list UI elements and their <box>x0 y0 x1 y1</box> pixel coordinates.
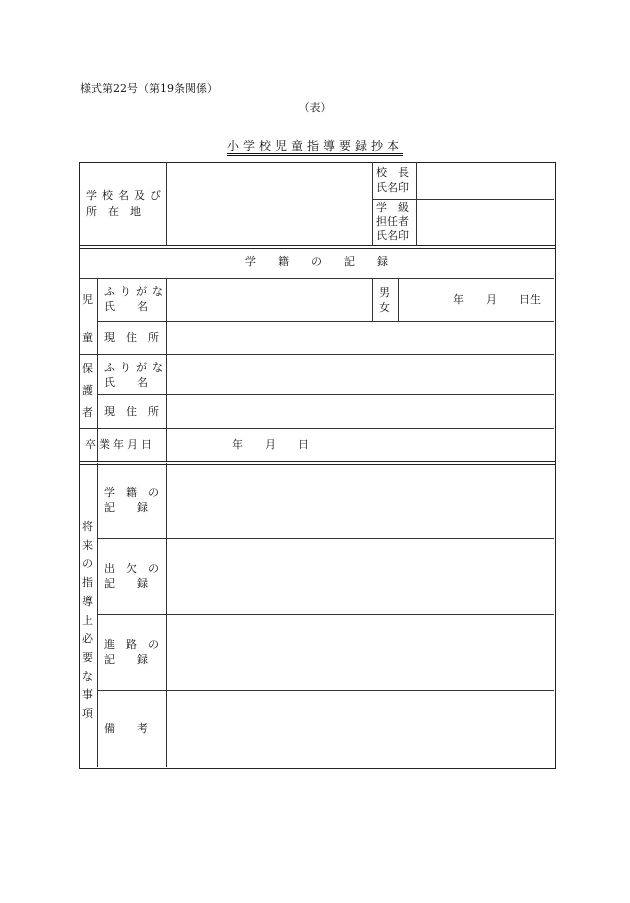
school-location-label: 所 在 地 <box>86 205 141 218</box>
graduation-date-value[interactable]: 年 月 日 <box>232 438 309 451</box>
career-record-field[interactable] <box>167 615 554 690</box>
guardian-furigana-label: ふりがな <box>104 361 168 374</box>
teacher-label-1: 学 級 <box>376 201 409 214</box>
future-section-label: 将来の指導上必要な事項 <box>82 520 93 721</box>
form-number: 様式第22号（第19条関係） <box>80 82 218 95</box>
sex-divider-right <box>398 278 399 321</box>
document-title-text: 小学校児童指導要録抄本 <box>226 139 403 153</box>
career-record-label-2: 記 録 <box>104 653 148 666</box>
teacher-label-2: 担任者 <box>376 215 409 228</box>
enrollment-section-title: 学 籍 の 記 録 <box>245 255 388 268</box>
school-name-label: 学校名及び <box>86 189 166 202</box>
child-address-label: 現 住 所 <box>104 331 159 344</box>
principal-seal-label: 氏名印 <box>376 181 409 194</box>
child-address-field[interactable] <box>167 322 554 354</box>
teacher-seal-field[interactable] <box>417 200 554 245</box>
guardian-label-1: 保 <box>82 362 93 375</box>
guardian-label-3: 者 <box>82 406 93 419</box>
child-label-1: 児 <box>82 293 93 306</box>
principal-seal-field[interactable] <box>417 163 554 199</box>
child-name-field[interactable] <box>167 279 371 321</box>
child-name-label: 氏 名 <box>104 300 148 313</box>
teacher-seal-label: 氏名印 <box>376 229 409 242</box>
enrollment-record-label-2: 記 録 <box>104 501 148 514</box>
school-name-field[interactable] <box>167 163 372 245</box>
future-label-divider <box>97 463 98 767</box>
school-name-divider <box>372 162 373 245</box>
guardian-label-2: 護 <box>82 384 93 397</box>
career-record-label-1: 進 路 の <box>104 638 159 651</box>
guardian-address-label: 現 住 所 <box>104 405 159 418</box>
enrollment-record-field[interactable] <box>167 464 554 538</box>
guardian-address-field[interactable] <box>167 395 554 428</box>
graduation-date-label: 卒業年月日 <box>85 438 155 451</box>
attendance-record-label-2: 記 録 <box>104 577 148 590</box>
section-divider-enrollment <box>79 245 556 249</box>
guardian-name-label: 氏 名 <box>104 376 148 389</box>
birth-date-label: 年 月 日生 <box>453 293 541 306</box>
principal-label: 校 長 <box>376 166 409 179</box>
side-label: （表） <box>298 101 332 114</box>
document-title <box>0 137 630 154</box>
attendance-record-field[interactable] <box>167 539 554 614</box>
sex-male-label: 男 <box>379 286 390 299</box>
guardian-name-field[interactable] <box>167 355 554 394</box>
sex-divider-left <box>372 278 373 321</box>
person-label-divider <box>97 278 98 462</box>
sex-female-label: 女 <box>379 301 390 314</box>
remarks-label: 備 考 <box>104 722 148 735</box>
child-furigana-label: ふりがな <box>104 285 168 298</box>
enrollment-record-label-1: 学 籍 の <box>104 486 159 499</box>
child-label-2: 童 <box>82 331 93 344</box>
attendance-record-label-1: 出 欠 の <box>104 562 159 575</box>
remarks-field[interactable] <box>167 691 554 767</box>
guardian-graduation-divider <box>79 428 554 429</box>
